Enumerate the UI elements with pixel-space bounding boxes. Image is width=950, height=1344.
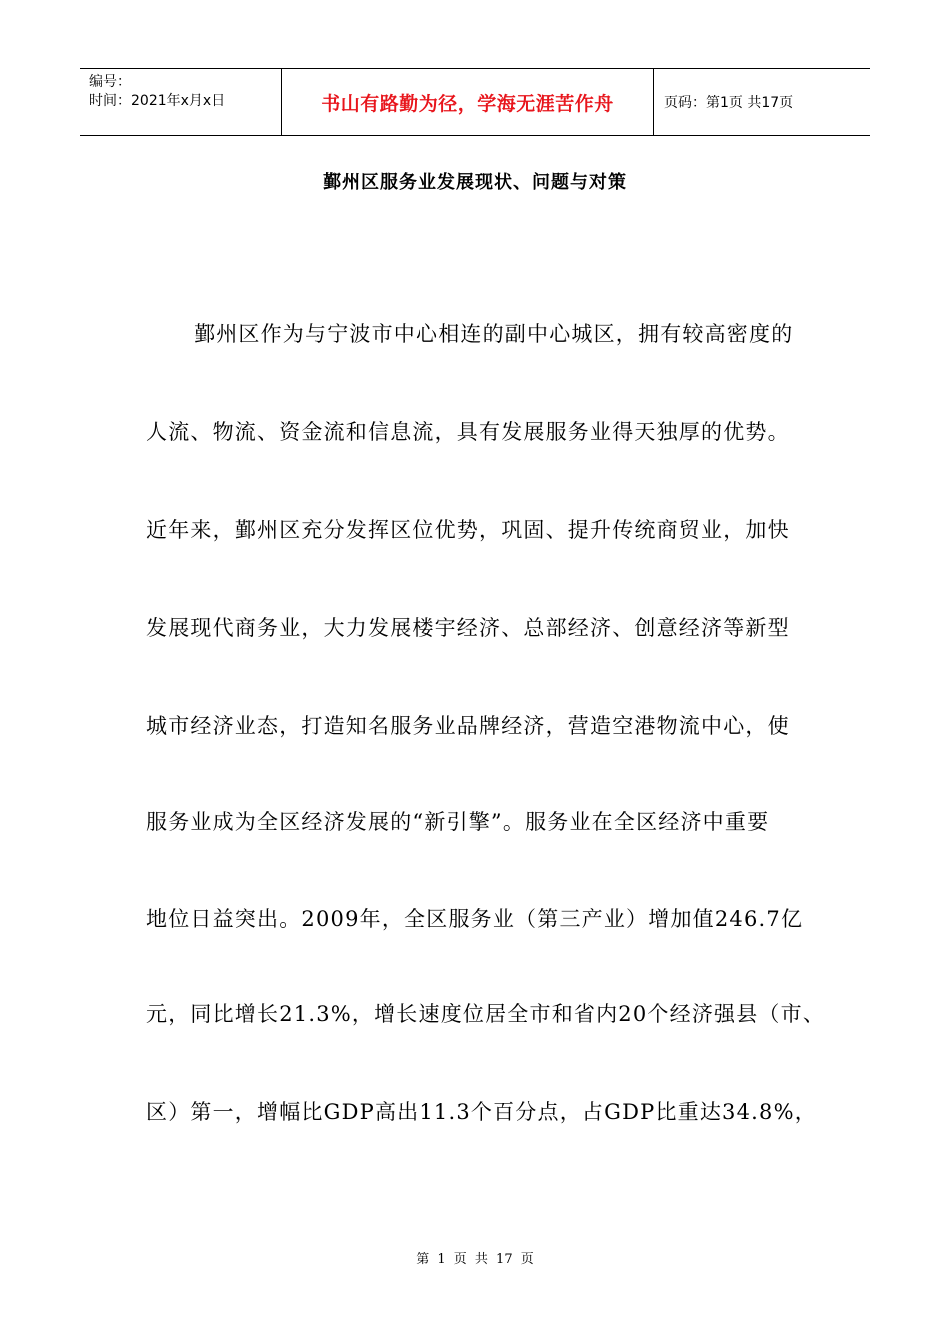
header-meta-cell (80, 69, 281, 135)
body-line: 服务业成为全区经济发展的“新引擎”。服务业在全区经济中重要 (146, 810, 770, 834)
body-line: 人流、物流、资金流和信息流，具有发展服务业得天独厚的优势。 (146, 420, 790, 444)
document-header (80, 68, 870, 136)
header-page-cell (654, 69, 870, 135)
page-footer: 第 1 页 共 17 页 (416, 1252, 534, 1267)
body-line: 元，同比增长21.3%，增长速度位居全市和省内20个经济强县（市、 (146, 1002, 826, 1026)
header-motto: 书山有路勤为径，学海无涯苦作舟 (321, 92, 614, 115)
header-motto-cell (281, 69, 654, 135)
header-page-info: 页码：第1页 共17页 (664, 95, 794, 111)
body-line: 城市经济业态，打造知名服务业品牌经济，营造空港物流中心，使 (146, 714, 790, 738)
body-line: 地位日益突出。2009年，全区服务业（第三产业）增加值246.7亿 (146, 907, 804, 931)
document-title: 鄞州区服务业发展现状、问题与对策 (323, 172, 627, 193)
body-line: 鄞州区作为与宁波市中心相连的副中心城区，拥有较高密度的 (194, 322, 794, 346)
document-time-label: 时间：2021年x月x日 (89, 93, 226, 109)
body-line: 发展现代商务业，大力发展楼宇经济、总部经济、创意经济等新型 (146, 616, 790, 640)
body-line: 区）第一，增幅比GDP高出11.3个百分点，占GDP比重达34.8%， (146, 1100, 817, 1124)
body-line: 近年来，鄞州区充分发挥区位优势，巩固、提升传统商贸业，加快 (146, 518, 790, 542)
document-number-label: 编号： (89, 74, 131, 90)
